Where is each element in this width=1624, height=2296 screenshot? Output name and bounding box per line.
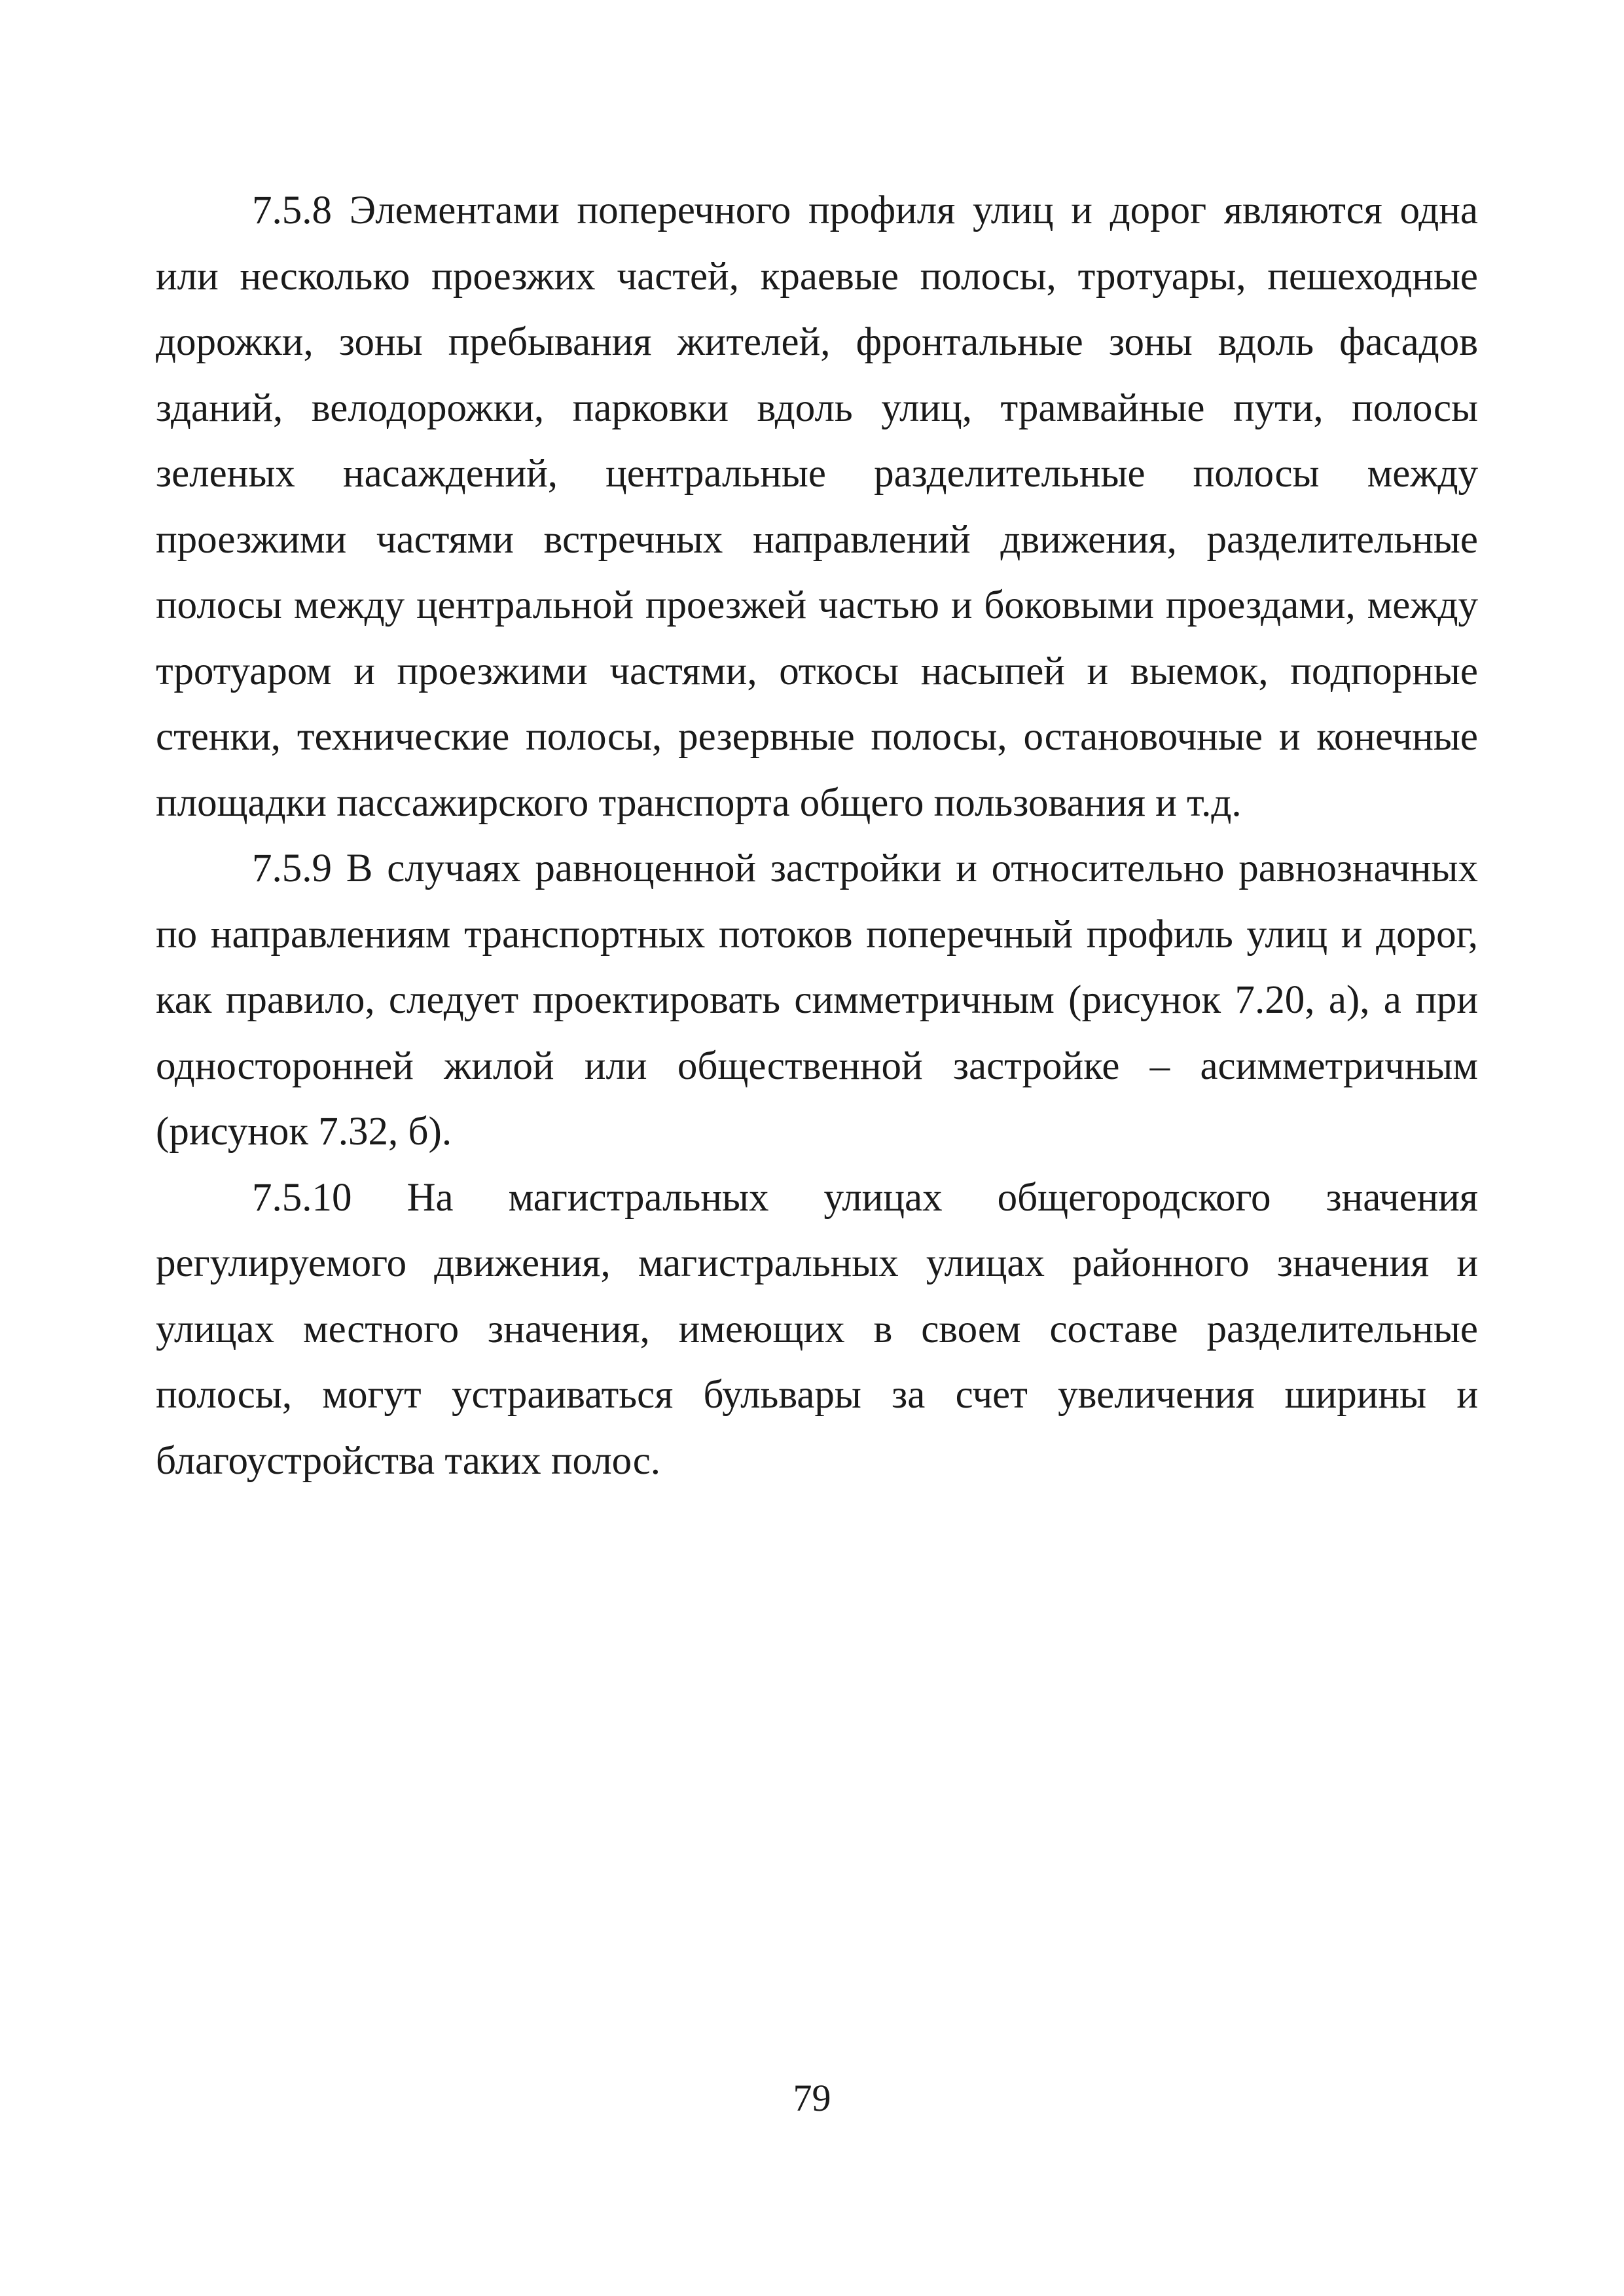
paragraph-7-5-10: 7.5.10 На магистральных улицах общегородского значения регулируемого движения, магистральных улицах районного значения и улицах местного значения, имеющих в своем составе разделительные полосы, могут устраиваться бульвары за счет увеличения ширины и благоустройства таких полос. (156, 1175, 1478, 1483)
body-text (156, 178, 1478, 1494)
page-number: 79 (793, 2077, 831, 2119)
paragraph-7-5-9: 7.5.9 В случаях равноценной застройки и относительно равнозначных по направлениям транспортных потоков поперечный профиль улиц и дорог, как правило, следует проектировать симметричным (рисунок 7.20, а), а при односторонней жилой или общественной застройке – асимметричным (рисунок 7.32, б). (156, 847, 1478, 1154)
paragraph-7-5-8: 7.5.8 Элементами поперечного профиля улиц и дорог являются одна или несколько проезжих частей, краевые полосы, тротуары, пешеходные дорожки, зоны пребывания жителей, фронтальные зоны вдоль фасадов зданий, велодорожки, парковки вдоль улиц, трамвайные пути, полосы зеленых насаждений, центральные разделительные полосы между проезжими частями встречных направлений движения, разделительные полосы между центральной проезжей частью и боковыми проездами, между тротуаром и проезжими частями, откосы насыпей и выемок, подпорные стенки, технические полосы, резервные полосы, остановочные и конечные площадки пассажирского транспорта общего пользования и т.д. (156, 189, 1478, 825)
